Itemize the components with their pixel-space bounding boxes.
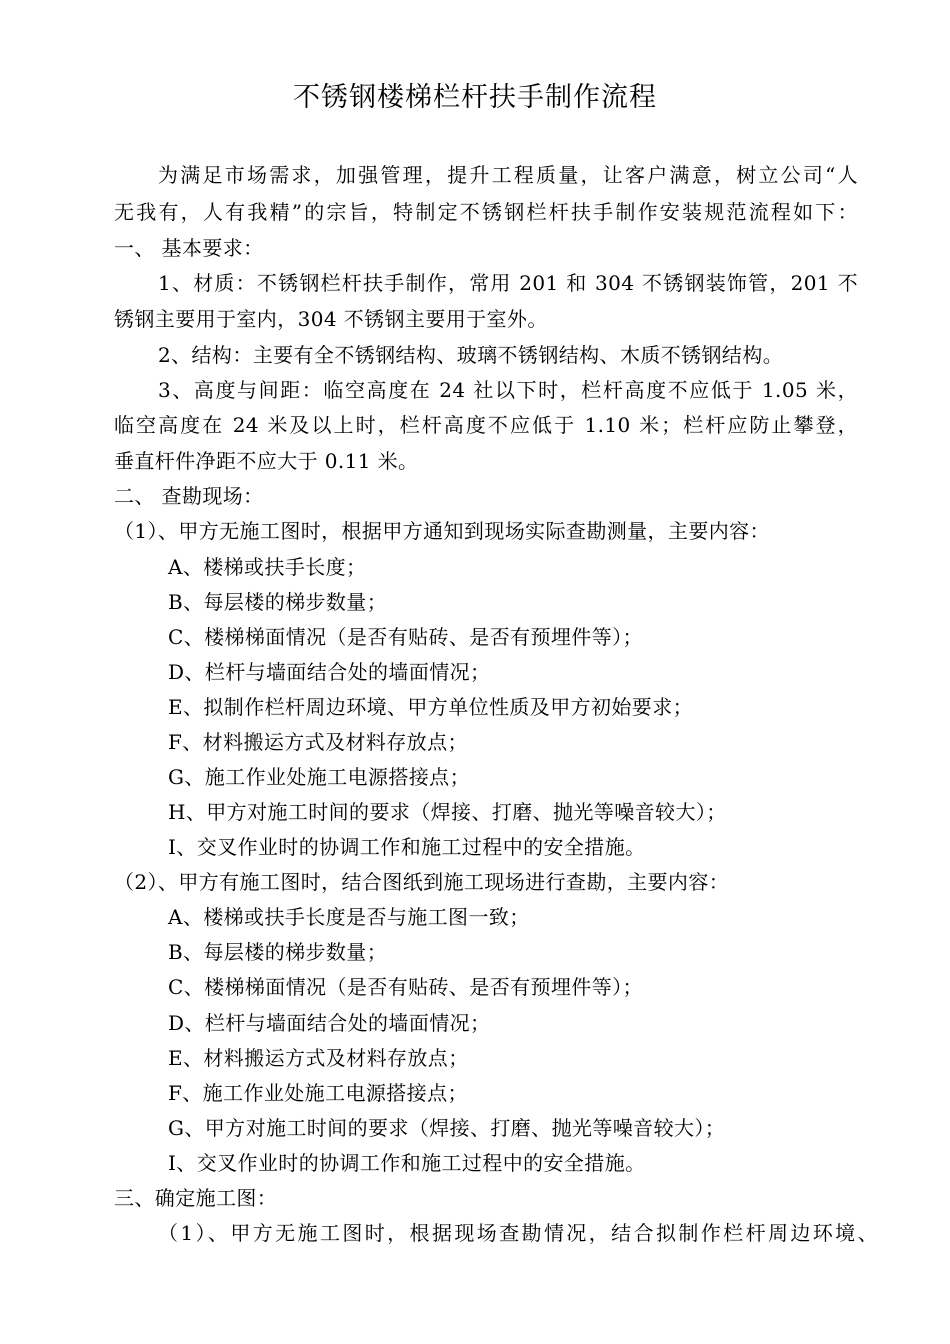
- intro-line-2: 无我有，人有我精”的宗旨，特制定不锈钢栏杆扶手制作安装规范流程如下：: [114, 200, 858, 224]
- case-2-item-e: E、材料搬运方式及材料存放点；: [168, 1046, 469, 1070]
- case-2-item-d: D、栏杆与墙面结合处的墙面情况；: [168, 1011, 491, 1035]
- case-2-item-a: A、楼梯或扶手长度是否与施工图一致；: [168, 905, 530, 929]
- section-3-case-1-line-1: （1）、甲方无施工图时，根据现场查勘情况，结合拟制作栏杆周边环境、: [158, 1221, 878, 1245]
- case-1-item-i: I、交叉作业时的协调工作和施工过程中的安全措施。: [168, 835, 646, 859]
- case-1-item-a: A、楼梯或扶手长度；: [168, 555, 367, 579]
- case-1-item-g: G、施工作业处施工电源搭接点；: [168, 765, 470, 789]
- case-2-item-f: F、施工作业处施工电源搭接点；: [168, 1081, 468, 1105]
- intro-line-1: 为满足市场需求，加强管理，提升工程质量，让客户满意，树立公司“人: [158, 163, 858, 187]
- section-2-case-1-heading: （1）、甲方无施工图时，根据甲方通知到现场实际查勘测量，主要内容：: [114, 519, 770, 543]
- case-2-item-b: B、每层楼的梯步数量；: [168, 940, 388, 964]
- case-1-item-d: D、栏杆与墙面结合处的墙面情况；: [168, 660, 491, 684]
- case-2-item-i: I、交叉作业时的协调工作和施工过程中的安全措施。: [168, 1151, 646, 1175]
- section-1-item-1-line-2: 锈钢主要用于室内，304 不锈钢主要用于室外。: [114, 307, 548, 331]
- case-2-item-c: C、楼梯梯面情况（是否有贴砖、是否有预埋件等）；: [168, 975, 643, 999]
- case-1-item-f: F、材料搬运方式及材料存放点；: [168, 730, 468, 754]
- section-1-item-3-line-3: 垂直杆件净距不应大于 0.11 米。: [114, 449, 419, 473]
- section-1-item-1-line-1: 1、材质：不锈钢栏杆扶手制作，常用 201 和 304 不锈钢装饰管，201 不: [158, 271, 858, 295]
- document-title: 不锈钢楼梯栏杆扶手制作流程: [293, 82, 657, 113]
- case-1-item-h: H、甲方对施工时间的要求（焊接、打磨、抛光等噪音较大）；: [168, 800, 727, 824]
- section-1-heading: 一、 基本要求：: [114, 236, 264, 260]
- section-2-heading: 二、 查勘现场：: [114, 484, 264, 508]
- case-1-item-b: B、每层楼的梯步数量；: [168, 590, 388, 614]
- section-1-item-3-line-2: 临空高度在 24 米及以上时，栏杆高度不应低于 1.10 米；栏杆应防止攀登，: [114, 413, 858, 437]
- section-1-item-3-line-1: 3、高度与间距：临空高度在 24 社以下时，栏杆高度不应低于 1.05 米，: [158, 378, 858, 402]
- case-1-item-c: C、楼梯梯面情况（是否有贴砖、是否有预埋件等）；: [168, 625, 643, 649]
- case-2-item-g: G、甲方对施工时间的要求（焊接、打磨、抛光等噪音较大）；: [168, 1116, 726, 1140]
- case-1-item-e: E、拟制作栏杆周边环境、甲方单位性质及甲方初始要求；: [168, 695, 693, 719]
- section-3-heading: 三、确定施工图：: [114, 1186, 278, 1210]
- section-1-item-2: 2、结构：主要有全不锈钢结构、玻璃不锈钢结构、木质不锈钢结构。: [158, 343, 784, 367]
- section-2-case-2-heading: （2）、甲方有施工图时，结合图纸到施工现场进行查勘，主要内容：: [114, 870, 730, 894]
